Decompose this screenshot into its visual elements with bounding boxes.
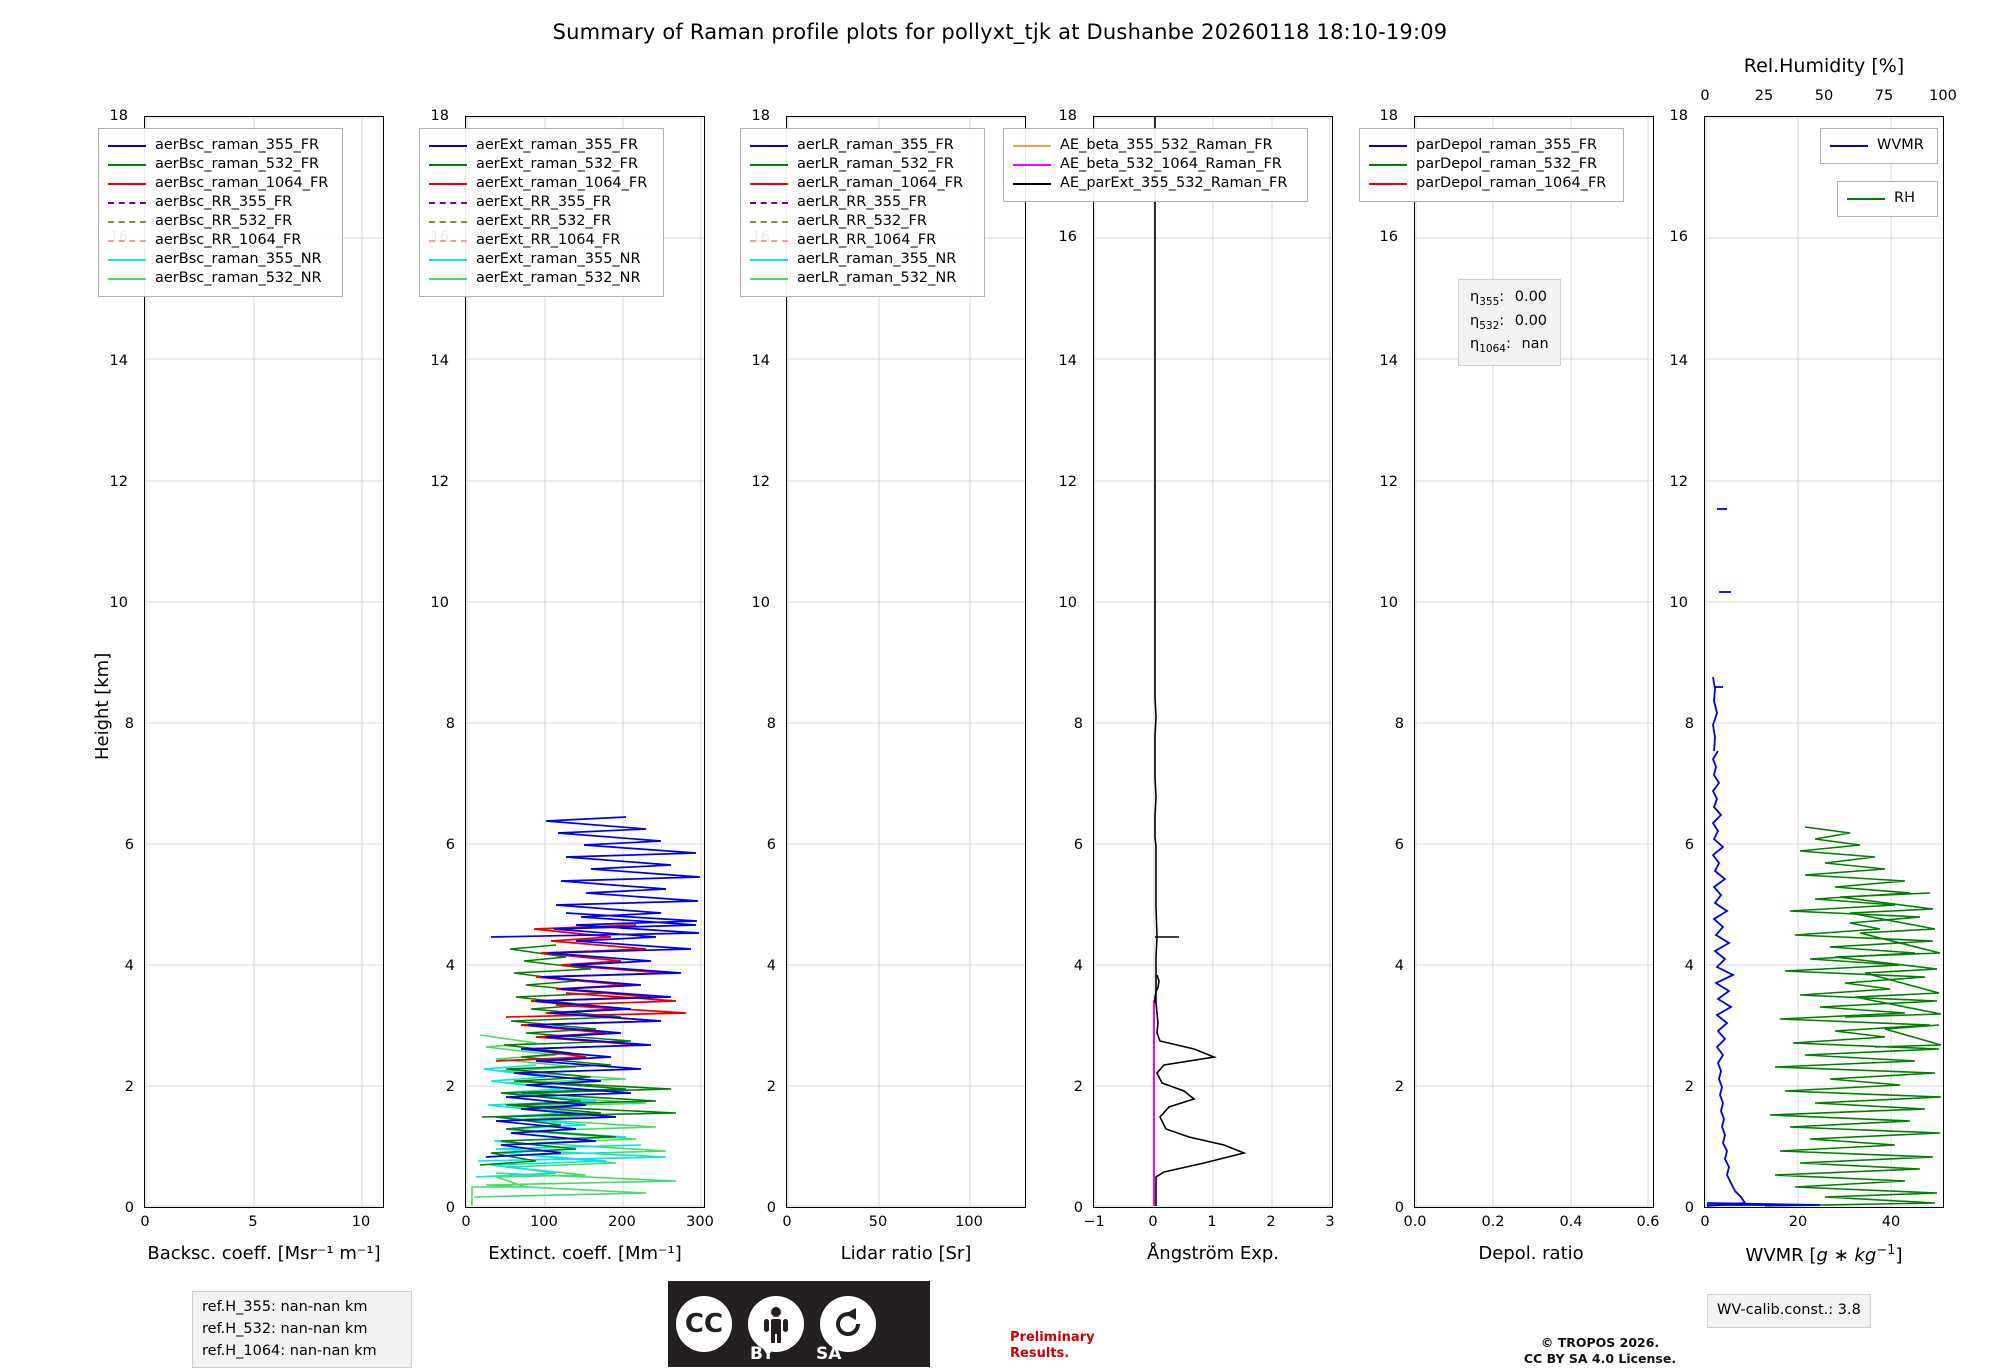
legend-item xyxy=(1369,136,1614,155)
cc-by-label: BY xyxy=(750,1344,775,1364)
legend-swatch xyxy=(750,164,788,166)
reference-height-box xyxy=(192,1291,412,1368)
legend-swatch xyxy=(1830,145,1868,147)
legend-swatch xyxy=(429,278,467,280)
eta-1064-subscript: 1064 xyxy=(1479,343,1506,356)
legend-label: aerLR_raman_355_FR xyxy=(797,136,954,153)
legend-item xyxy=(750,269,975,288)
legend-item xyxy=(750,231,975,250)
legend-label: aerLR_raman_1064_FR xyxy=(797,174,964,191)
legend-item xyxy=(108,174,333,193)
legend-label: WVMR xyxy=(1877,136,1924,153)
legend-wvmr[interactable] xyxy=(1820,128,1938,164)
legend-swatch xyxy=(108,259,146,261)
legend-swatch xyxy=(1013,183,1051,185)
legend-swatch xyxy=(429,259,467,261)
eta-355-symbol: $\eta_{355}$: xyxy=(1470,289,1505,308)
legend-swatch xyxy=(750,183,788,185)
legend-label: aerLR_raman_532_NR xyxy=(797,269,957,286)
legend-item xyxy=(108,231,333,250)
legend-label: aerBsc_raman_355_NR xyxy=(155,250,322,267)
legend-label: aerExt_RR_532_FR xyxy=(476,212,612,229)
person-glyph xyxy=(759,1304,793,1344)
legend-swatch xyxy=(429,183,467,185)
legend-item xyxy=(429,269,654,288)
legend-item xyxy=(108,212,333,231)
wv-calib-const-box: WV-calib.const.: 3.8 xyxy=(1707,1294,1871,1328)
share-alike-glyph xyxy=(831,1307,865,1341)
legend-label: aerExt_raman_355_NR xyxy=(476,250,641,267)
eta-values-box xyxy=(1458,279,1561,366)
legend-label: aerBsc_RR_355_FR xyxy=(155,193,293,210)
legend-label: aerExt_raman_1064_FR xyxy=(476,174,648,191)
legend-item xyxy=(429,136,654,155)
legend-label: AE_beta_532_1064_Raman_FR xyxy=(1060,155,1282,172)
angstrom-x-axis-label: Ångström Exp. xyxy=(1146,1243,1280,1264)
legend-swatch xyxy=(108,164,146,166)
legend-label: aerExt_raman_532_FR xyxy=(476,155,639,172)
legend-swatch xyxy=(429,202,467,204)
legend-label: aerExt_raman_532_NR xyxy=(476,269,641,286)
wvmr-top-axis-label: Rel.Humidity [%] xyxy=(1743,55,1905,77)
legend-item xyxy=(429,193,654,212)
legend-label: aerBsc_raman_532_FR xyxy=(155,155,320,172)
legend-depol[interactable] xyxy=(1359,128,1624,202)
legend-label: RH xyxy=(1894,189,1915,206)
extinct-x-axis-label: Extinct. coeff. [Mm⁻¹] xyxy=(488,1243,682,1264)
legend-label: aerBsc_raman_355_FR xyxy=(155,136,320,153)
legend-swatch xyxy=(108,278,146,280)
cc-license-logo[interactable] xyxy=(668,1281,930,1367)
page-title: Summary of Raman profile plots for pollyxt_tjk at Dushanbe 20260118 18:10-19:09 xyxy=(552,20,1448,44)
legend-label: parDepol_raman_355_FR xyxy=(1416,136,1598,153)
legend-label: aerLR_RR_1064_FR xyxy=(797,231,937,248)
legend-swatch xyxy=(1369,183,1407,185)
legend-item xyxy=(429,250,654,269)
legend-swatch xyxy=(1369,164,1407,166)
ref-h-532: ref.H_532: nan-nan km xyxy=(202,1320,368,1337)
legend-swatch xyxy=(108,240,146,242)
legend-swatch xyxy=(750,240,788,242)
legend-item xyxy=(1013,174,1298,193)
ref-h-1064: ref.H_1064: nan-nan km xyxy=(202,1342,377,1359)
legend-item xyxy=(750,193,975,212)
legend-item xyxy=(1847,189,1928,208)
copyright-note xyxy=(1510,1335,1690,1368)
legend-item xyxy=(108,250,333,269)
legend-item xyxy=(108,155,333,174)
legend-item xyxy=(750,136,975,155)
legend-label: aerLR_RR_355_FR xyxy=(797,193,927,210)
legend-item xyxy=(1369,155,1614,174)
legend-item xyxy=(108,136,333,155)
legend-item xyxy=(1013,136,1298,155)
legend-label: AE_beta_355_532_Raman_FR xyxy=(1060,136,1273,153)
legend-swatch xyxy=(1369,145,1407,147)
legend-label: AE_parExt_355_532_Raman_FR xyxy=(1060,174,1288,191)
legend-item xyxy=(429,231,654,250)
legend-swatch xyxy=(1013,145,1051,147)
cc-sa-label: SA xyxy=(816,1344,842,1364)
legend-backsc[interactable] xyxy=(98,128,343,297)
legend-label: aerBsc_RR_1064_FR xyxy=(155,231,302,248)
legend-label: parDepol_raman_532_FR xyxy=(1416,155,1598,172)
legend-item xyxy=(429,155,654,174)
legend-item xyxy=(1830,136,1928,155)
eta-1064-row xyxy=(1470,334,1549,358)
preliminary-line-1: Preliminary xyxy=(1010,1330,1095,1345)
wvmr-gridlines-and-data xyxy=(1705,117,1943,1207)
panel-angstrom-plot-area xyxy=(1093,116,1333,1208)
legend-label: aerExt_RR_355_FR xyxy=(476,193,612,210)
eta-532-symbol: $\eta_{532}$: xyxy=(1470,312,1505,332)
eta-355-value: 0.00 xyxy=(1514,289,1548,305)
legend-swatch xyxy=(429,221,467,223)
legend-item xyxy=(750,250,975,269)
cc-icon-label: CC xyxy=(684,1309,724,1339)
eta-355-row xyxy=(1470,287,1549,311)
eta-532-subscript: 532 xyxy=(1479,319,1500,332)
legend-rh[interactable] xyxy=(1837,181,1938,217)
ref-h-355: ref.H_355: nan-nan km xyxy=(202,1299,368,1315)
legend-lidarratio[interactable] xyxy=(740,128,985,297)
legend-swatch xyxy=(108,202,146,204)
legend-item xyxy=(1013,155,1298,174)
legend-item xyxy=(750,155,975,174)
angstrom-gridlines-and-data xyxy=(1094,117,1332,1207)
legend-label: aerExt_RR_1064_FR xyxy=(476,231,621,248)
legend-swatch xyxy=(108,145,146,147)
preliminary-line-2: Results. xyxy=(1010,1346,1070,1362)
copyright-line-1: © TROPOS 2026. xyxy=(1540,1335,1660,1350)
legend-swatch xyxy=(1847,198,1885,200)
legend-swatch xyxy=(750,145,788,147)
legend-label: aerLR_raman_532_FR xyxy=(797,155,954,172)
legend-item xyxy=(429,174,654,193)
eta-532-value: 0.00 xyxy=(1514,312,1548,329)
legend-item xyxy=(108,269,333,288)
legend-item xyxy=(750,174,975,193)
legend-label: aerBsc_raman_532_NR xyxy=(155,269,322,286)
legend-angstrom[interactable] xyxy=(1003,128,1308,202)
legend-extinct[interactable] xyxy=(419,128,664,297)
y-axis-label: Height [km] xyxy=(92,652,113,760)
legend-swatch xyxy=(750,221,788,223)
legend-item xyxy=(108,193,333,212)
legend-label: aerExt_raman_355_FR xyxy=(476,136,639,153)
legend-swatch xyxy=(429,164,467,166)
legend-label: aerBsc_raman_1064_FR xyxy=(155,174,329,191)
preliminary-results-note xyxy=(1010,1330,1095,1363)
legend-label: aerBsc_RR_532_FR xyxy=(155,212,293,229)
cc-icon xyxy=(676,1296,732,1352)
legend-label: aerLR_raman_355_NR xyxy=(797,250,957,267)
legend-label: parDepol_raman_1064_FR xyxy=(1416,174,1607,191)
depol-x-axis-label: Depol. ratio xyxy=(1478,1243,1584,1264)
legend-item xyxy=(1369,174,1614,193)
wvmr-x-axis-label: WVMR [g ∗ $kg^{-1}$] xyxy=(1745,1243,1903,1266)
eta-1064-value: nan xyxy=(1521,336,1549,353)
legend-swatch xyxy=(429,240,467,242)
eta-532-row xyxy=(1470,311,1549,335)
copyright-line-2: CC BY SA 4.0 License. xyxy=(1523,1351,1677,1367)
legend-swatch xyxy=(750,278,788,280)
legend-swatch xyxy=(1013,164,1051,166)
panel-wvmr-plot-area xyxy=(1704,116,1944,1208)
legend-label: aerLR_RR_532_FR xyxy=(797,212,927,229)
legend-swatch xyxy=(108,221,146,223)
backsc-x-axis-label: Backsc. coeff. [Msr⁻¹ m⁻¹] xyxy=(147,1243,381,1264)
legend-item xyxy=(429,212,654,231)
legend-swatch xyxy=(750,202,788,204)
eta-355-subscript: 355 xyxy=(1479,295,1500,308)
legend-swatch xyxy=(108,183,146,185)
eta-1064-symbol: $\eta_{1064}$: xyxy=(1470,336,1511,356)
legend-item xyxy=(750,212,975,231)
legend-swatch xyxy=(750,259,788,261)
legend-swatch xyxy=(429,145,467,147)
lidarratio-x-axis-label: Lidar ratio [Sr] xyxy=(840,1243,972,1264)
